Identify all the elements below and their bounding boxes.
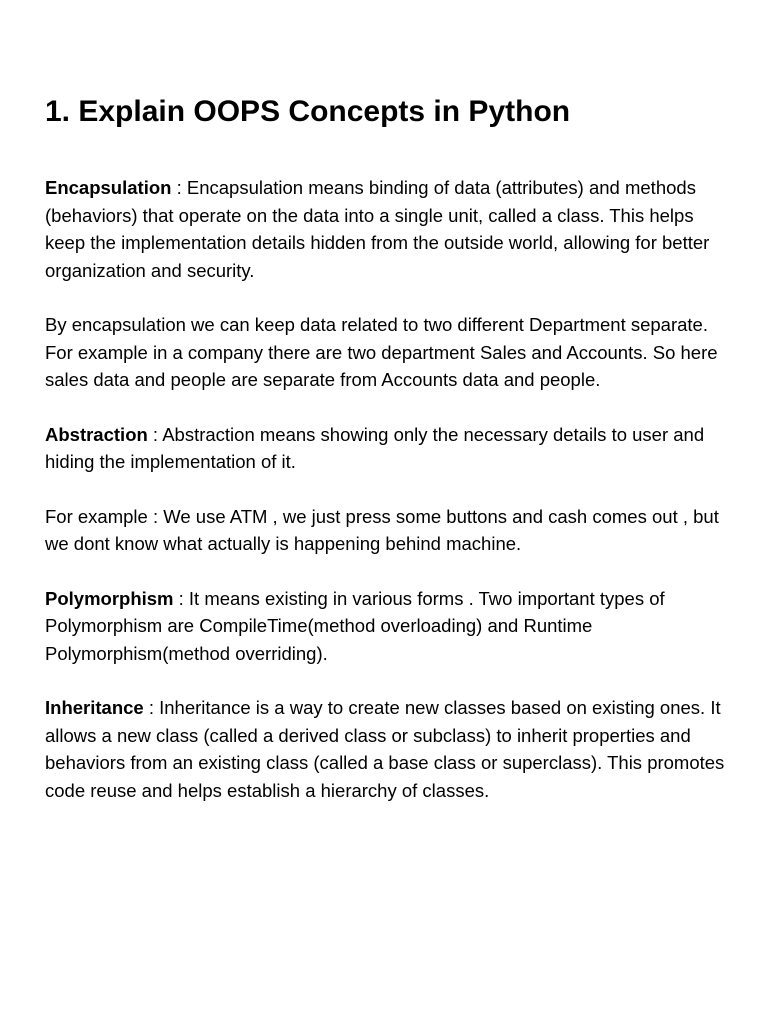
abstraction-example: For example : We use ATM , we just press some buttons and cash comes out , but we dont know what actually is happening behind machine.	[45, 505, 719, 554]
encapsulation-paragraph	[45, 174, 735, 284]
polymorphism-definition: : It means existing in various forms . Two important types of Polymorphism are CompileTime(method overloading) and Runtime Polymorphism(method overriding).	[45, 587, 665, 664]
encapsulation-note: By encapsulation we can keep data related to two different Department separate.	[45, 314, 708, 335]
inheritance-definition: : Inheritance is a way to create new classes based on existing ones. It allows a new class (called a derived class or subclass) to inherit properties and behaviors from an existing class (called a base class or superclass). This promotes code reuse and helps establish a hierarchy of classes.	[45, 697, 725, 801]
abstraction-definition: : Abstraction means showing only the necessary details to user and hiding the implementation of it.	[45, 423, 705, 472]
encapsulation-definition: : Encapsulation means binding of data (attributes) and methods (behaviors) that operate on the data into a single unit, called a class. This helps keep the implementation details hidden from the outside world, allowing for better organization and security.	[45, 177, 710, 281]
encapsulation-term: Encapsulation	[45, 177, 172, 198]
encapsulation-example: For example in a company there are two department Sales and Accounts. So here sales data and people are separate from Accounts data and people.	[45, 341, 718, 390]
polymorphism-paragraph	[45, 585, 735, 668]
abstraction-term: Abstraction	[45, 423, 148, 445]
polymorphism-term: Polymorphism	[45, 587, 174, 609]
abstraction-paragraph	[45, 421, 735, 476]
page-title: 1. Explain OOPS Concepts in Python	[45, 95, 571, 128]
inheritance-paragraph	[45, 694, 735, 804]
document-page	[45, 92, 735, 831]
inheritance-term: Inheritance	[45, 697, 144, 718]
